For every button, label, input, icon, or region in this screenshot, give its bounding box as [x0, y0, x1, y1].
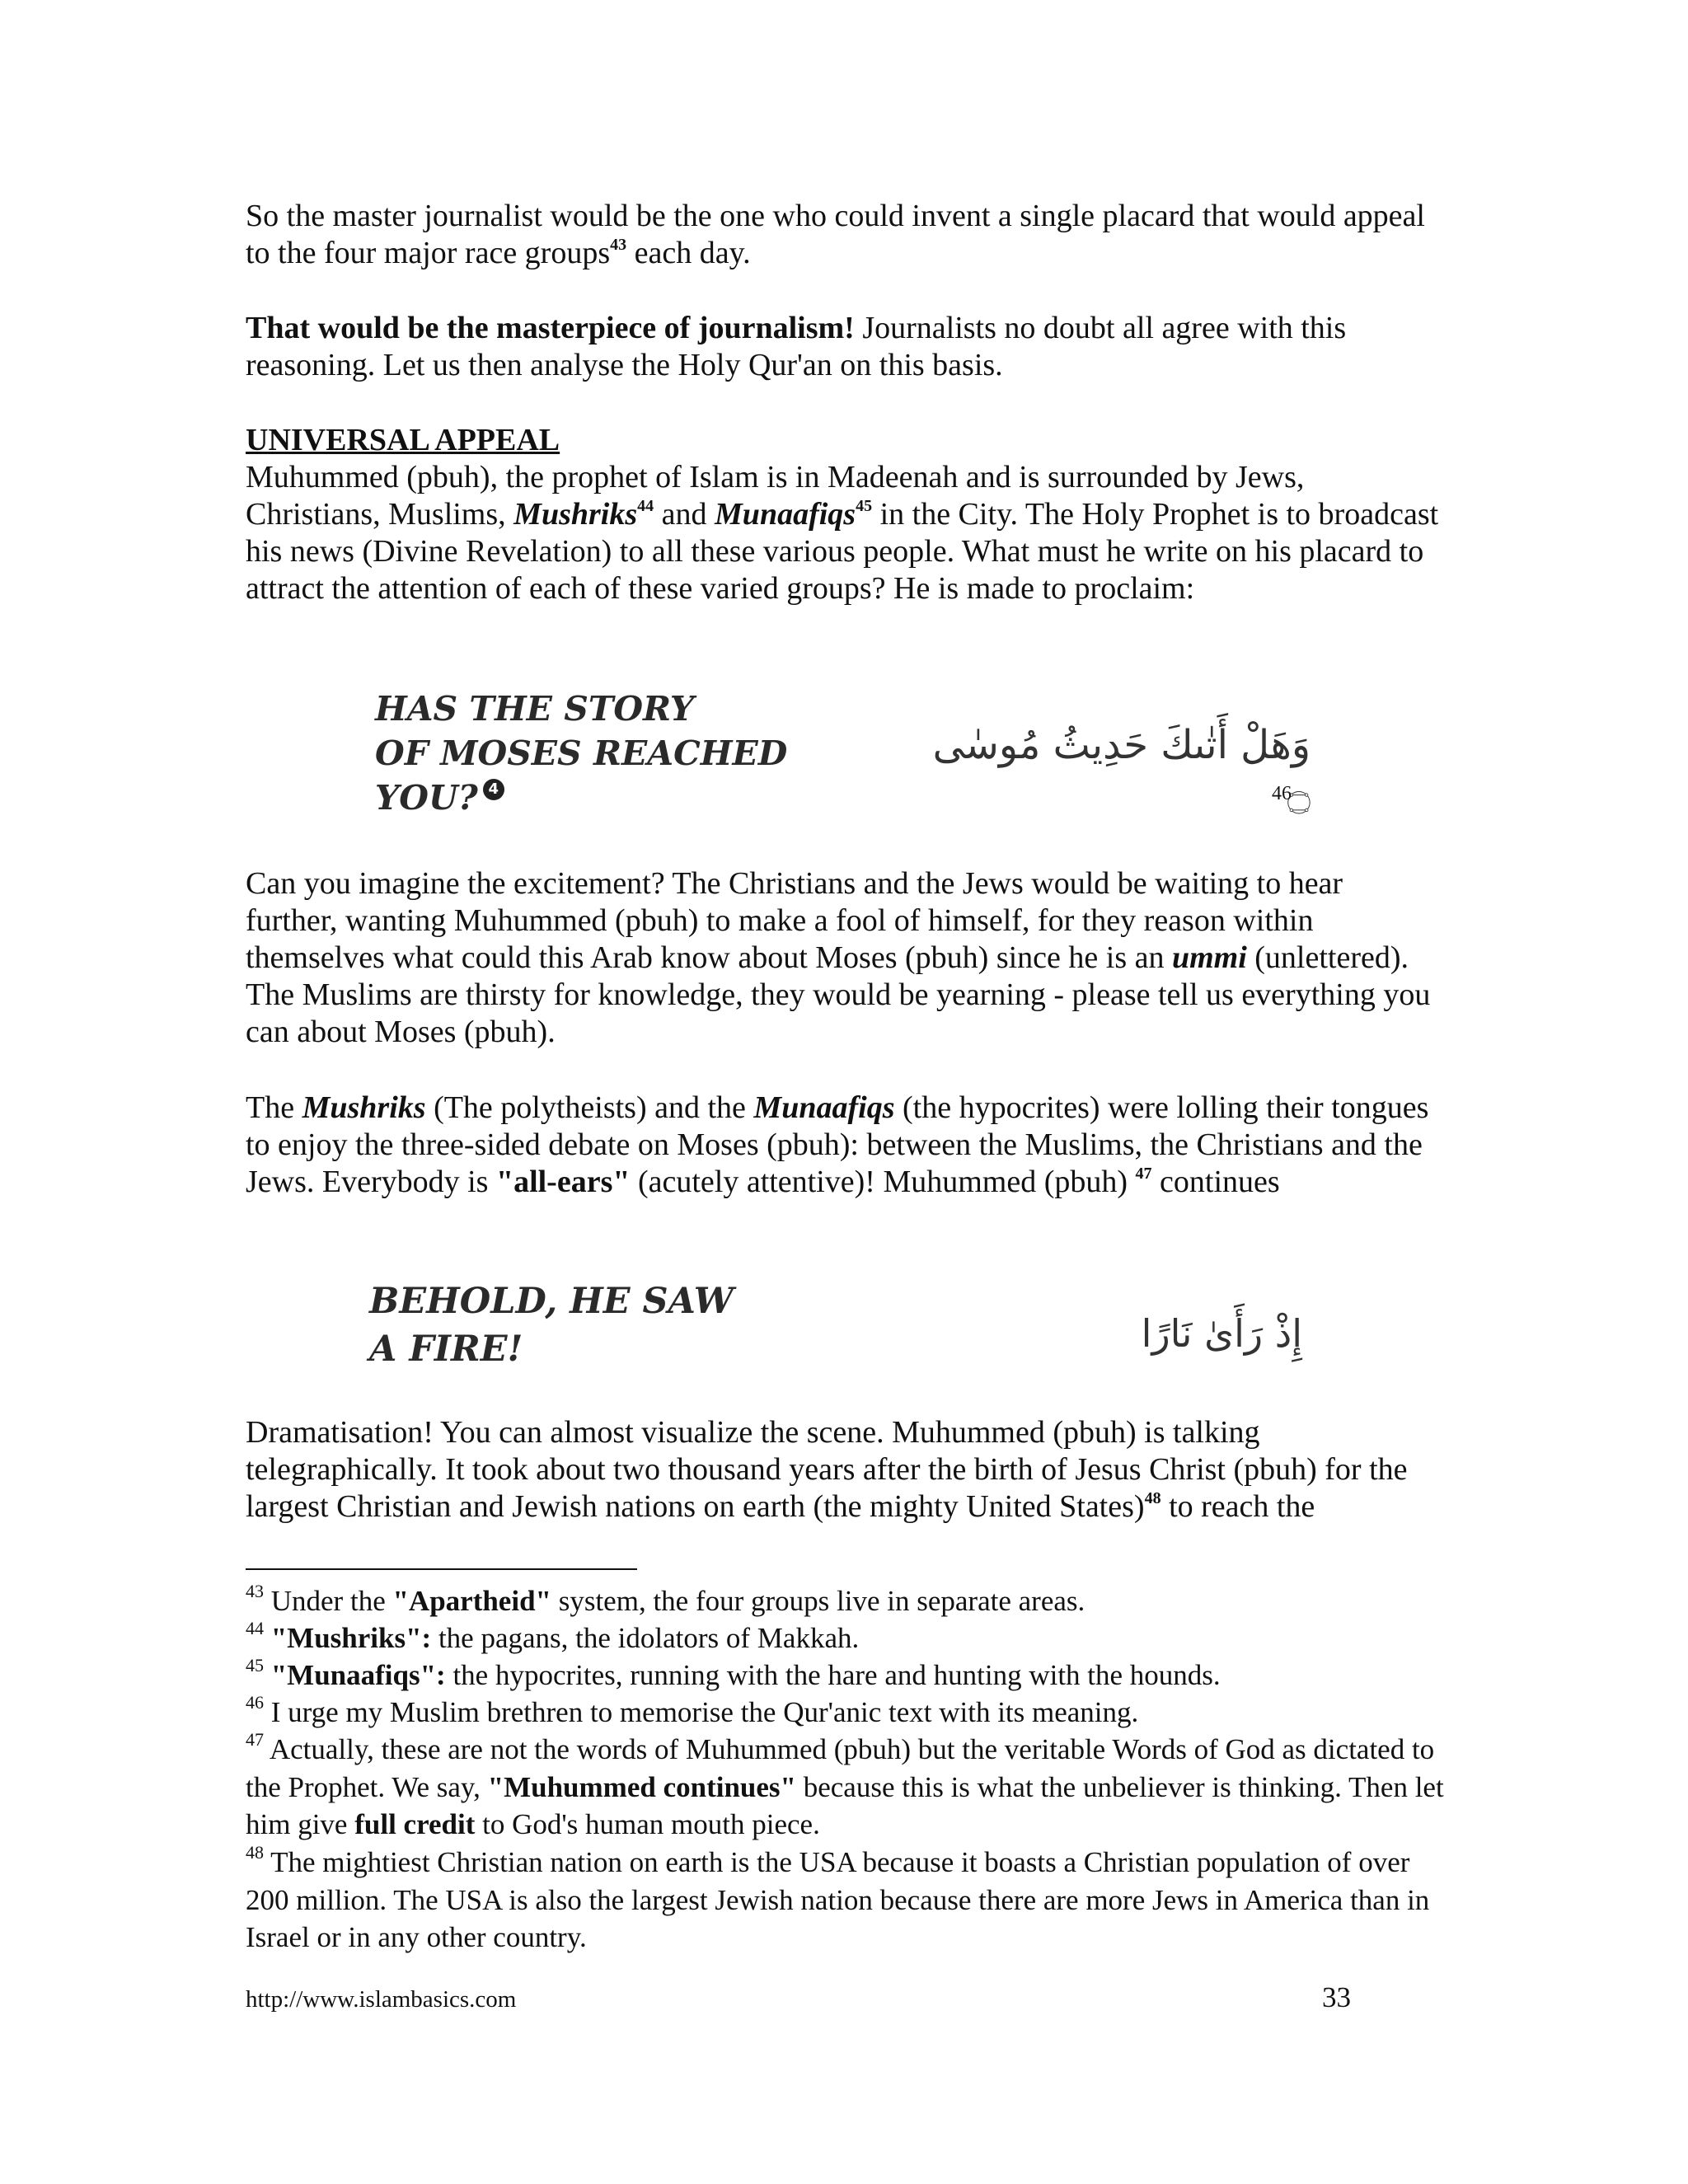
quote-moses-arabic: وَهَلْ أَتٰىكَ حَدِيثُ مُوسٰى ۝: [932, 722, 1311, 818]
bold-statement: That would be the masterpiece of journalism!: [246, 311, 855, 345]
term-mushriks: Mushriks: [302, 1090, 426, 1125]
paragraph-text: So the master journalist would be the one who could invent a single placard that would appeal to the four major race groups: [246, 199, 1425, 270]
paragraph-universal-appeal: [246, 459, 1441, 607]
footnote-divider: [246, 1568, 637, 1570]
footnote-47: [246, 1731, 1449, 1844]
quote-line: BEHOLD, HE SAW: [369, 1281, 734, 1322]
footnote-bold: "Munaafiqs":: [264, 1659, 446, 1691]
footnote-45: [246, 1657, 1449, 1694]
quote-ref-46: 46: [1272, 783, 1292, 804]
footnote-number: 46: [246, 1692, 264, 1713]
footnote-bold: "Apartheid": [392, 1585, 551, 1617]
footnote-ref-47[interactable]: 47: [1135, 1165, 1152, 1183]
paragraph-text: Journalists no doubt all agree with this reasoning. Let us then analyse the Holy Qur'an on this basis.: [246, 311, 1347, 382]
footnote-44: [246, 1619, 1449, 1657]
footnote-48: [246, 1844, 1449, 1957]
paragraph-excitement: [246, 865, 1441, 1051]
paragraph-text: (The polytheists) and the: [425, 1090, 754, 1125]
footnote-43: [246, 1582, 1449, 1620]
footnote-text: to God's human mouth piece.: [475, 1808, 820, 1840]
footnote-text: the hypocrites, running with the hare and hunting with the hounds.: [445, 1659, 1221, 1691]
paragraph-text: Dramatisation! You can almost visualize the scene. Muhummed (pbuh) is talking telegraphically. It took about two thousand years after the birth of Jesus Christ (pbuh) for the largest Christian and Jewish nations on earth (the mighty United States): [246, 1415, 1408, 1524]
quote-line: YOU?: [375, 778, 478, 818]
verse-marker: 4: [483, 779, 504, 800]
footnote-number: 47: [246, 1729, 264, 1750]
footnote-number: 43: [246, 1581, 264, 1602]
paragraph-text: each day.: [626, 236, 751, 270]
paragraph-text: Muhummed (pbuh), the prophet of Islam is in Madeenah and is surrounded by Jews, Christians, Muslims,: [246, 460, 1305, 532]
quote-fire-arabic: إِذْ رَأَىٰ نَارًا: [1141, 1311, 1302, 1356]
term-mushriks: Mushriks: [513, 497, 638, 532]
footnote-46: [246, 1694, 1449, 1732]
quote-line: A FIRE!: [369, 1329, 523, 1370]
footnote-number: 45: [246, 1655, 264, 1676]
paragraph-text: Can you imagine the excitement? The Christians and the Jews would be waiting to hear further, wanting Muhummed (pbuh) to make a fool of himself, for they reason within themselves what could this Arab know about Moses (pbuh) since he is an: [246, 866, 1343, 975]
footnote-text: because this is what the unbeliever is thinking. Then let him give: [246, 1770, 1444, 1840]
paragraph-text: continues: [1151, 1165, 1280, 1199]
paragraph-masterpiece: [246, 310, 1441, 384]
paragraph-text: (unlettered). The Muslims are thirsty for knowledge, they would be yearning - please tell us everything you can about Moses (pbuh).: [246, 940, 1431, 1049]
term-ummi: ummi: [1171, 940, 1247, 975]
footnote-ref-45[interactable]: 45: [856, 497, 873, 516]
term-munaafiqs: Munaafiqs: [753, 1090, 895, 1125]
paragraph-text: in the City. The Holy Prophet is to broadcast his news (Divine Revelation) to all these various people. What must he write on his placard to attract the attention of each of these varied groups? He is made to proclaim:: [246, 497, 1439, 606]
page-number: 33: [1322, 1981, 1351, 2013]
paragraph-text: to reach the: [1160, 1489, 1315, 1524]
footnote-bold: full credit: [354, 1808, 476, 1840]
footnote-ref-44[interactable]: 44: [637, 497, 654, 516]
footnote-number: 48: [246, 1842, 264, 1863]
section-universal-appeal: [246, 422, 1441, 607]
footnote-number: 44: [246, 1618, 264, 1639]
footnote-text: Actually, these are not the words of Muhummed (pbuh) but the veritable Words of God as dictated to the Prophet. We say,: [246, 1733, 1435, 1803]
footnote-text: system, the four groups live in separate areas.: [551, 1585, 1085, 1617]
footnote-text: I urge my Muslim brethren to memorise the Qur'anic text with its meaning.: [264, 1696, 1139, 1728]
paragraph-polytheists: [246, 1090, 1441, 1201]
paragraph-text: and: [654, 497, 715, 532]
quote-fire-english: [369, 1277, 734, 1373]
footnote-bold: "Muhummed continues": [487, 1770, 796, 1803]
paragraph-text: (acutely attentive)! Muhummed (pbuh): [630, 1165, 1136, 1199]
footnote-ref-43[interactable]: 43: [610, 236, 627, 255]
footnote-text: The mightiest Christian nation on earth is the USA because it boasts a Christian population of over 200 million. The USA is also the largest Jewish nation because there are more Jews in America than in Israel or in any other country.: [246, 1846, 1430, 1953]
paragraph-text: The: [246, 1090, 302, 1125]
paragraph-text: (the hypocrites) were lolling their tongues to enjoy the three-sided debate on Moses (pbuh): between the Muslims, the Christians and the Jews. Everybody is: [246, 1090, 1429, 1199]
footnote-bold: "Mushriks":: [264, 1622, 432, 1654]
term-munaafiqs: Munaafiqs: [715, 497, 856, 532]
bold-all-ears: "all-ears": [495, 1165, 631, 1199]
footnote-ref-48[interactable]: 48: [1144, 1489, 1161, 1508]
paragraph-master-journalist: [246, 198, 1441, 272]
footer-url-link[interactable]: http://www.islambasics.com: [246, 1986, 517, 2013]
quote-line: OF MOSES REACHED: [375, 733, 788, 773]
quote-line: HAS THE STORY: [375, 689, 695, 729]
footnote-text: the pagans, the idolators of Makkah.: [431, 1622, 860, 1654]
quote-moses-english: [375, 687, 787, 820]
footnote-text: Under the: [264, 1585, 393, 1617]
section-heading: UNIVERSAL APPEAL: [246, 423, 560, 457]
paragraph-dramatisation: [246, 1414, 1441, 1526]
